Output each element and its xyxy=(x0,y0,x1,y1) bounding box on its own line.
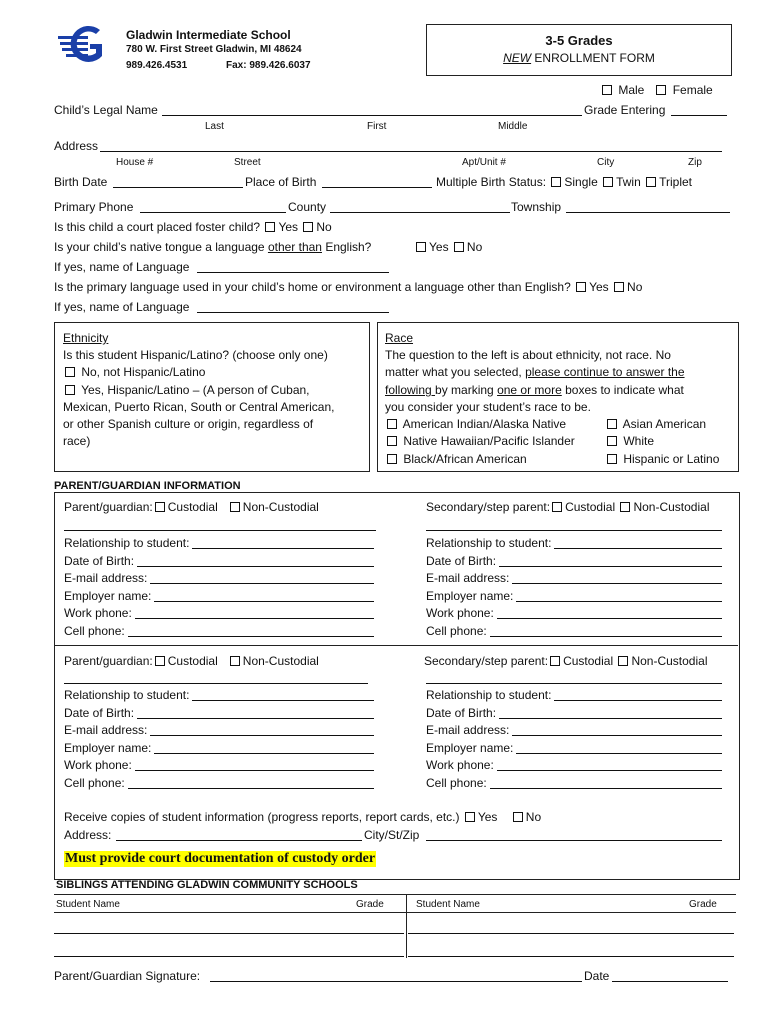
date-label: Date xyxy=(584,969,610,983)
hispanic-latino-race-checkbox[interactable] xyxy=(607,454,617,464)
grade-entering-field[interactable] xyxy=(671,104,727,116)
sec2-field-input-0[interactable] xyxy=(554,689,722,701)
form-title-box xyxy=(426,24,732,76)
pg1-field-input-3[interactable] xyxy=(154,590,374,602)
sec1-field-label-3: Employer name: xyxy=(426,588,514,603)
race-option-asian xyxy=(605,417,706,431)
pg2-custodial-checkbox[interactable] xyxy=(155,656,165,666)
sec2-header xyxy=(424,654,708,668)
race-option-hispanic xyxy=(605,452,719,466)
sec2-field-label-1: Date of Birth: xyxy=(426,705,497,720)
pg1-field-label-2: E-mail address: xyxy=(64,571,148,585)
township-label: Township xyxy=(511,200,562,214)
tongue-language-label: If yes, name of Language xyxy=(54,260,190,274)
birth-date-field[interactable] xyxy=(113,176,243,188)
race-text-1: The question to the left is about ethnicity, not race. No xyxy=(385,348,671,362)
pg1-name-field[interactable] xyxy=(64,519,376,531)
foster-yes-label: Yes xyxy=(278,220,299,234)
sec1-field-label-5: Cell phone: xyxy=(426,623,487,638)
siblings-column-divider xyxy=(406,894,407,958)
pg1-label: Parent/guardian: xyxy=(64,500,153,514)
pg1-custodial-checkbox[interactable] xyxy=(155,502,165,512)
township-field[interactable] xyxy=(566,201,730,213)
ethnicity-title: Ethnicity xyxy=(63,331,109,345)
sibling-grade-header-left: Grade xyxy=(356,899,384,910)
home-language-row xyxy=(54,280,642,294)
sec1-field-label-1: Date of Birth: xyxy=(426,553,497,568)
home-lang-yes-label: Yes xyxy=(589,280,609,294)
pg1-field-label-3: Employer name: xyxy=(64,588,152,603)
pg2-field-label-3: Employer name: xyxy=(64,740,152,755)
sec1-custodial-checkbox[interactable] xyxy=(552,502,562,512)
twin-checkbox[interactable] xyxy=(603,177,613,187)
home-language-name-label: If yes, name of Language xyxy=(54,300,190,314)
pg1-custodial-label: Custodial xyxy=(167,500,218,514)
pg1-field-input-0[interactable] xyxy=(192,537,374,549)
sec1-header xyxy=(426,500,710,514)
middle-label: Middle xyxy=(498,121,528,132)
black-label: Black/African American xyxy=(403,452,527,466)
pg2-field-input-2[interactable] xyxy=(150,724,374,736)
race-option-american-indian xyxy=(385,417,566,431)
male-label: Male xyxy=(618,83,645,97)
sec1-field-input-1[interactable] xyxy=(499,555,722,567)
receive-yes-checkbox[interactable] xyxy=(465,812,475,822)
pg1-field-input-1[interactable] xyxy=(137,555,374,567)
pg2-field-input-5[interactable] xyxy=(128,777,374,789)
form-name: ENROLLMENT FORM xyxy=(531,51,655,65)
child-name-field[interactable] xyxy=(162,104,582,116)
race-text-3d: boxes to indicate what xyxy=(561,383,684,397)
home-language-question: Is the primary language used in your child’s home or environment a language other than English? xyxy=(54,280,571,294)
school-fax: Fax: 989.426.6037 xyxy=(226,60,311,71)
not-hispanic-option xyxy=(63,365,205,379)
race-box xyxy=(377,322,739,472)
gender-row xyxy=(600,83,713,97)
sec2-custodial-checkbox[interactable] xyxy=(550,656,560,666)
pg2-name-field[interactable] xyxy=(64,672,368,684)
receive-copies-label: Receive copies of student information (progress reports, report cards, etc.) xyxy=(64,810,460,824)
siblings-top-line xyxy=(54,894,736,895)
female-label: Female xyxy=(672,83,713,97)
county-label: County xyxy=(288,200,327,214)
pg2-field-label-1: Date of Birth: xyxy=(64,705,135,720)
tongue-yes-checkbox[interactable] xyxy=(416,242,426,252)
tongue-no-checkbox[interactable] xyxy=(454,242,464,252)
pg2-field-label-4: Work phone: xyxy=(64,758,132,772)
triplet-checkbox[interactable] xyxy=(646,177,656,187)
zip-label: Zip xyxy=(688,157,702,168)
pg2-field-input-4[interactable] xyxy=(135,759,374,771)
sec1-field-label-0: Relationship to student: xyxy=(426,536,552,550)
sec1-field-label-4: Work phone: xyxy=(426,606,494,620)
sibling-row-2-right[interactable] xyxy=(408,945,734,957)
sec2-field-input-3[interactable] xyxy=(516,742,722,754)
county-field[interactable] xyxy=(330,201,510,213)
native-tongue-question xyxy=(54,240,371,254)
pg1-noncustodial-checkbox[interactable] xyxy=(230,502,240,512)
date-field[interactable] xyxy=(612,970,728,982)
sec1-field-input-0[interactable] xyxy=(554,537,722,549)
sec2-field-label-2: E-mail address: xyxy=(426,723,510,737)
sec2-field-label-4: Work phone: xyxy=(426,758,494,772)
grade-entering-label: Grade Entering xyxy=(584,103,666,117)
pg2-field-input-3[interactable] xyxy=(154,742,374,754)
single-checkbox[interactable] xyxy=(551,177,561,187)
triplet-label: Triplet xyxy=(659,175,693,189)
receive-city-label: City/St/Zip xyxy=(364,828,420,842)
race-option-white xyxy=(605,434,654,448)
city-label: City xyxy=(597,157,615,168)
grades-title: 3-5 Grades xyxy=(545,33,613,48)
address-label: Address xyxy=(54,139,99,153)
primary-phone-field[interactable] xyxy=(140,201,286,213)
sec2-name-field[interactable] xyxy=(426,672,722,684)
single-label: Single xyxy=(564,175,598,189)
race-text-2a: matter what you selected, xyxy=(385,365,526,379)
hispanic-desc-2: Mexican, Puerto Rican, South or Central American, xyxy=(63,400,335,414)
parent-section-title: PARENT/GUARDIAN INFORMATION xyxy=(54,480,241,492)
sec1-noncustodial-checkbox[interactable] xyxy=(620,502,630,512)
pg1-field-input-5[interactable] xyxy=(128,625,374,637)
house-label: House # xyxy=(116,157,154,168)
race-text-3b: by marking xyxy=(435,383,498,397)
white-checkbox[interactable] xyxy=(607,436,617,446)
sibling-student-header-left: Student Name xyxy=(56,899,120,910)
address-field[interactable] xyxy=(100,140,722,152)
last-label: Last xyxy=(205,121,224,132)
sibling-grade-header-right: Grade xyxy=(689,899,717,910)
siblings-header-line xyxy=(54,912,736,913)
school-phone: 989.426.4531 xyxy=(126,60,188,71)
race-text-2b: please continue to answer the xyxy=(525,365,685,379)
hawaiian-label: Native Hawaiian/Pacific Islander xyxy=(403,434,575,448)
tongue-q-underline: other than xyxy=(267,240,322,254)
sec1-custodial-label: Custodial xyxy=(565,500,616,514)
hawaiian-checkbox[interactable] xyxy=(387,436,397,446)
american-indian-label: American Indian/Alaska Native xyxy=(402,417,567,431)
white-label: White xyxy=(623,434,655,448)
sec2-field-input-5[interactable] xyxy=(490,777,722,789)
pg2-label: Parent/guardian: xyxy=(64,654,153,668)
hispanic-label: Yes, Hispanic/Latino – (A person of Cuban, xyxy=(81,383,310,397)
pg2-field-input-0[interactable] xyxy=(192,689,374,701)
sec1-field-label-2: E-mail address: xyxy=(426,571,510,585)
pg1-header xyxy=(64,500,319,514)
receive-address-field[interactable] xyxy=(116,829,362,841)
race-text-3a: following xyxy=(385,383,436,397)
receive-no-label: No xyxy=(525,810,542,824)
apt-label: Apt/Unit # xyxy=(462,157,506,168)
foster-no-checkbox[interactable] xyxy=(303,222,313,232)
pg2-field-input-1[interactable] xyxy=(137,707,374,719)
sec2-field-label-3: Employer name: xyxy=(426,740,514,755)
receive-copies-row xyxy=(64,810,541,824)
tongue-q1: Is your child’s native tongue a language xyxy=(54,240,268,254)
multiple-birth-label: Multiple Birth Status: xyxy=(436,175,547,189)
sec2-field-input-2[interactable] xyxy=(512,724,722,736)
sec1-field-input-4[interactable] xyxy=(497,607,722,619)
male-checkbox[interactable] xyxy=(602,85,612,95)
pg1-field-label-1: Date of Birth: xyxy=(64,553,135,568)
sec2-noncustodial-checkbox[interactable] xyxy=(618,656,628,666)
pg2-header xyxy=(64,654,319,668)
home-language-name-field[interactable] xyxy=(197,301,389,313)
pg2-noncustodial-checkbox[interactable] xyxy=(230,656,240,666)
asian-label: Asian American xyxy=(622,417,707,431)
ethnicity-question: Is this student Hispanic/Latino? (choose only one) xyxy=(63,348,328,362)
asian-checkbox[interactable] xyxy=(607,419,617,429)
form-title xyxy=(427,51,731,65)
sec2-noncustodial-label: Non-Custodial xyxy=(631,654,708,668)
sec2-field-label-5: Cell phone: xyxy=(426,775,487,790)
primary-phone-label: Primary Phone xyxy=(54,200,134,214)
sec1-field-input-2[interactable] xyxy=(512,572,722,584)
home-lang-no-label: No xyxy=(627,280,643,294)
pg2-noncustodial-label: Non-Custodial xyxy=(242,654,319,668)
school-address: 780 W. First Street Gladwin, MI 48624 xyxy=(126,44,302,55)
school-logo xyxy=(56,22,116,68)
hispanic-latino-race-label: Hispanic or Latino xyxy=(623,452,720,466)
pg1-field-label-4: Work phone: xyxy=(64,606,132,620)
sec2-field-input-1[interactable] xyxy=(499,707,722,719)
tongue-yes-label: Yes xyxy=(429,240,449,254)
female-checkbox[interactable] xyxy=(656,85,666,95)
hispanic-option xyxy=(63,383,310,397)
sec2-label: Secondary/step parent: xyxy=(424,654,549,668)
native-tongue-options xyxy=(414,240,482,254)
sibling-row-1-right[interactable] xyxy=(408,922,734,934)
pg1-noncustodial-label: Non-Custodial xyxy=(242,500,319,514)
not-hispanic-checkbox[interactable] xyxy=(65,367,75,377)
sec1-name-field[interactable] xyxy=(426,519,722,531)
birth-date-label: Birth Date xyxy=(54,175,108,189)
twin-label: Twin xyxy=(616,175,641,189)
sec2-field-label-0: Relationship to student: xyxy=(426,688,552,702)
black-checkbox[interactable] xyxy=(387,454,397,464)
street-label: Street xyxy=(234,157,261,168)
tongue-no-label: No xyxy=(466,240,483,254)
child-name-label: Child’s Legal Name xyxy=(54,103,158,117)
new-label: NEW xyxy=(503,51,532,65)
race-text-4: you consider your student’s race to be. xyxy=(385,400,591,414)
parent-divider xyxy=(55,645,738,646)
multiple-birth-row xyxy=(436,175,692,189)
hispanic-checkbox[interactable] xyxy=(65,385,75,395)
sec2-custodial-label: Custodial xyxy=(563,654,614,668)
foster-yes-checkbox[interactable] xyxy=(265,222,275,232)
american-indian-checkbox[interactable] xyxy=(387,419,397,429)
pg2-custodial-label: Custodial xyxy=(167,654,218,668)
race-option-hawaiian xyxy=(385,434,575,448)
receive-no-checkbox[interactable] xyxy=(513,812,523,822)
tongue-language-field[interactable] xyxy=(197,261,389,273)
home-lang-no-checkbox[interactable] xyxy=(614,282,624,292)
pg1-field-label-5: Cell phone: xyxy=(64,623,125,638)
race-text-2 xyxy=(385,365,685,379)
pg1-field-input-2[interactable] xyxy=(150,572,374,584)
pg1-field-label-0: Relationship to student: xyxy=(64,536,190,550)
siblings-title: SIBLINGS ATTENDING GLADWIN COMMUNITY SCHOOLS xyxy=(56,879,358,891)
sec1-label: Secondary/step parent: xyxy=(426,500,551,514)
place-of-birth-label: Place of Birth xyxy=(245,175,317,189)
not-hispanic-label: No, not Hispanic/Latino xyxy=(81,365,206,379)
receive-yes-label: Yes xyxy=(477,810,498,824)
home-lang-yes-checkbox[interactable] xyxy=(576,282,586,292)
race-text-3 xyxy=(385,383,684,397)
place-of-birth-field[interactable] xyxy=(322,176,432,188)
school-name: Gladwin Intermediate School xyxy=(126,28,291,42)
receive-address-label: Address: xyxy=(64,828,112,842)
race-text-3c: one or more xyxy=(497,383,562,397)
sec1-noncustodial-label: Non-Custodial xyxy=(633,500,710,514)
foster-question: Is this child a court placed foster child? xyxy=(54,220,261,234)
hispanic-desc-4: race) xyxy=(63,434,91,448)
sibling-row-2-left[interactable] xyxy=(54,945,404,957)
sec2-field-input-4[interactable] xyxy=(497,759,722,771)
sibling-row-1-left[interactable] xyxy=(54,922,404,934)
signature-label: Parent/Guardian Signature: xyxy=(54,969,201,983)
foster-row xyxy=(54,220,332,234)
first-label: First xyxy=(367,121,387,132)
signature-field[interactable] xyxy=(210,970,582,982)
race-title: Race xyxy=(385,331,414,345)
pg1-field-input-4[interactable] xyxy=(135,607,374,619)
pg2-field-label-0: Relationship to student: xyxy=(64,688,190,702)
sec1-field-input-5[interactable] xyxy=(490,625,722,637)
sibling-student-header-right: Student Name xyxy=(416,899,480,910)
court-documentation-notice: Must provide court documentation of custody order xyxy=(65,851,376,866)
sec1-field-input-3[interactable] xyxy=(516,590,722,602)
foster-no-label: No xyxy=(316,220,332,234)
tongue-q2: English? xyxy=(321,240,372,254)
hispanic-desc-3: or other Spanish culture or origin, regardless of xyxy=(63,417,314,431)
pg2-field-label-5: Cell phone: xyxy=(64,775,125,790)
race-option-black xyxy=(385,452,527,466)
pg2-field-label-2: E-mail address: xyxy=(64,723,148,737)
receive-city-field[interactable] xyxy=(426,829,722,841)
